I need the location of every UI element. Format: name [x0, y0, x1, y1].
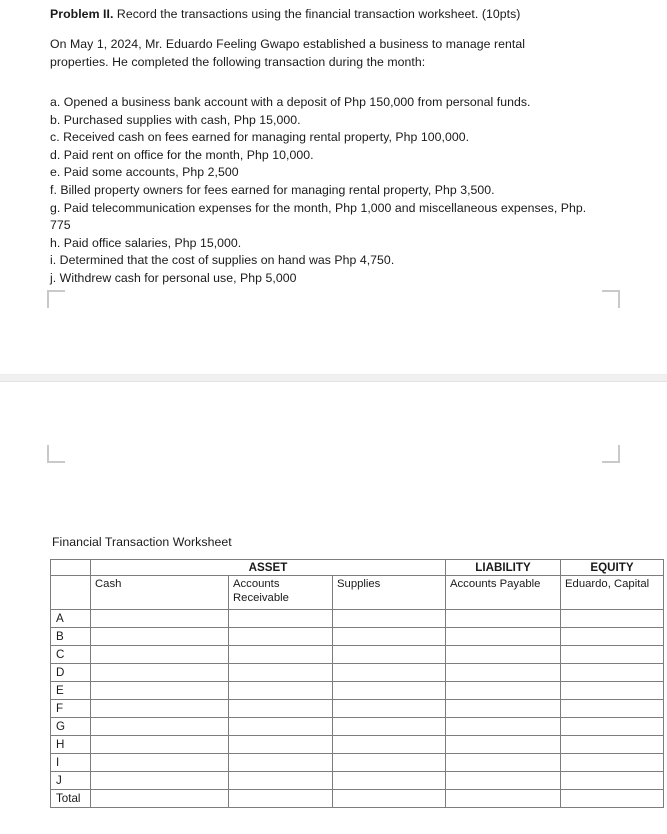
cell-cash[interactable]: [91, 646, 229, 664]
cell-eduardo-capital[interactable]: [561, 718, 664, 736]
list-item: h. Paid office salaries, Php 15,000.: [50, 235, 242, 250]
cell-eduardo-capital[interactable]: [561, 646, 664, 664]
cell-eduardo-capital[interactable]: [561, 682, 664, 700]
cell-cash[interactable]: [91, 736, 229, 754]
cell-accounts-payable[interactable]: [446, 736, 561, 754]
cell-accounts-receivable[interactable]: [229, 700, 333, 718]
cell-eduardo-capital[interactable]: [561, 736, 664, 754]
cell-cash[interactable]: [91, 610, 229, 628]
row-label: D: [51, 664, 91, 682]
problem-heading: [50, 6, 650, 22]
cell-accounts-receivable[interactable]: [229, 664, 333, 682]
row-label-total: Total: [51, 790, 91, 808]
cell-eduardo-capital[interactable]: [561, 754, 664, 772]
group-header-asset: ASSET: [91, 560, 446, 576]
crop-mark-top-right-icon: [602, 290, 620, 308]
list-item: i. Determined that the cost of supplies on hand was Php 4,750.: [50, 253, 395, 268]
cell-cash[interactable]: [91, 682, 229, 700]
cell-supplies-total[interactable]: [333, 790, 446, 808]
cell-eduardo-capital[interactable]: [561, 700, 664, 718]
cell-supplies[interactable]: [333, 664, 446, 682]
crop-mark-top-left-icon: [47, 290, 65, 308]
list-item: j. Withdrew cash for personal use, Php 5,000: [50, 270, 297, 285]
table-row: [51, 754, 664, 772]
transaction-list: [50, 94, 595, 288]
crop-mark-bottom-left-icon: [47, 445, 65, 463]
cell-supplies[interactable]: [333, 682, 446, 700]
crop-mark-bottom-right-icon: [602, 445, 620, 463]
list-item: f. Billed property owners for fees earned for managing rental property, Php 3,500.: [50, 182, 495, 197]
problem-label: Problem II.: [50, 7, 114, 21]
cell-accounts-receivable-total[interactable]: [229, 790, 333, 808]
list-item: c. Received cash on fees earned for managing rental property, Php 100,000.: [50, 130, 470, 145]
cell-accounts-receivable[interactable]: [229, 736, 333, 754]
cell-cash[interactable]: [91, 664, 229, 682]
column-header-eduardo-capital: Eduardo, Capital: [561, 576, 664, 610]
worksheet-group-header-row: [51, 560, 664, 576]
group-header-liability: LIABILITY: [446, 560, 561, 576]
table-row: [51, 682, 664, 700]
cell-eduardo-capital[interactable]: [561, 610, 664, 628]
problem-instruction: Record the transactions using the financial transaction worksheet. (10pts): [113, 7, 521, 21]
cell-supplies[interactable]: [333, 718, 446, 736]
cell-supplies[interactable]: [333, 772, 446, 790]
cell-accounts-payable[interactable]: [446, 754, 561, 772]
cell-accounts-receivable[interactable]: [229, 628, 333, 646]
table-row: [51, 772, 664, 790]
cell-accounts-payable[interactable]: [446, 610, 561, 628]
list-item: g. Paid telecommunication expenses for the month, Php 1,000 and miscellaneous expenses, Php. 775: [50, 200, 587, 233]
cell-accounts-receivable[interactable]: [229, 754, 333, 772]
column-header-accounts-receivable: Accounts Receivable: [229, 576, 333, 610]
column-header-supplies: Supplies: [333, 576, 446, 610]
table-row: [51, 718, 664, 736]
row-label: J: [51, 772, 91, 790]
intro-paragraph: On May 1, 2024, Mr. Eduardo Feeling Gwapo established a business to manage rental properties. He completed the following transaction during the month:: [50, 37, 526, 69]
table-row: [51, 664, 664, 682]
row-label: G: [51, 718, 91, 736]
row-label: I: [51, 754, 91, 772]
cell-supplies[interactable]: [333, 628, 446, 646]
financial-transaction-worksheet: [50, 559, 664, 808]
cell-cash[interactable]: [91, 718, 229, 736]
cell-accounts-receivable[interactable]: [229, 646, 333, 664]
cell-accounts-payable-total[interactable]: [446, 790, 561, 808]
worksheet-caption: Financial Transaction Worksheet: [52, 535, 232, 549]
cell-supplies[interactable]: [333, 754, 446, 772]
cell-accounts-payable[interactable]: [446, 772, 561, 790]
row-label: E: [51, 682, 91, 700]
cell-supplies[interactable]: [333, 610, 446, 628]
page-separator: [0, 374, 667, 382]
list-item: e. Paid some accounts, Php 2,500: [50, 165, 239, 180]
column-header-accounts-payable: Accounts Payable: [446, 576, 561, 610]
list-item: a. Opened a business bank account with a deposit of Php 150,000 from personal funds.: [50, 95, 531, 109]
cell-cash[interactable]: [91, 754, 229, 772]
cell-eduardo-capital[interactable]: [561, 664, 664, 682]
cell-eduardo-capital[interactable]: [561, 628, 664, 646]
row-label: A: [51, 610, 91, 628]
worksheet-column-header-row: [51, 576, 664, 610]
cell-accounts-receivable[interactable]: [229, 772, 333, 790]
cell-accounts-payable[interactable]: [446, 718, 561, 736]
worksheet-body: [51, 610, 664, 808]
cell-accounts-payable[interactable]: [446, 646, 561, 664]
group-header-equity: EQUITY: [561, 560, 664, 576]
cell-accounts-payable[interactable]: [446, 628, 561, 646]
row-label: F: [51, 700, 91, 718]
cell-cash[interactable]: [91, 700, 229, 718]
row-label: C: [51, 646, 91, 664]
table-row: [51, 610, 664, 628]
table-row: [51, 628, 664, 646]
cell-accounts-receivable[interactable]: [229, 682, 333, 700]
cell-accounts-payable[interactable]: [446, 664, 561, 682]
list-item: b. Purchased supplies with cash, Php 15,000.: [50, 112, 301, 127]
cell-supplies[interactable]: [333, 646, 446, 664]
cell-cash[interactable]: [91, 628, 229, 646]
row-label: H: [51, 736, 91, 754]
worksheet-corner-cell: [51, 560, 91, 576]
cell-accounts-payable[interactable]: [446, 700, 561, 718]
column-header-blank: [51, 576, 91, 610]
cell-cash-total[interactable]: [91, 790, 229, 808]
cell-cash[interactable]: [91, 772, 229, 790]
cell-accounts-receivable[interactable]: [229, 718, 333, 736]
cell-supplies[interactable]: [333, 736, 446, 754]
cell-eduardo-capital[interactable]: [561, 772, 664, 790]
cell-accounts-payable[interactable]: [446, 682, 561, 700]
table-row: [51, 736, 664, 754]
table-row: [51, 646, 664, 664]
cell-accounts-receivable[interactable]: [229, 610, 333, 628]
list-item: d. Paid rent on office for the month, Php 10,000.: [50, 147, 314, 162]
table-row: [51, 700, 664, 718]
row-label: B: [51, 628, 91, 646]
column-header-cash: Cash: [91, 576, 229, 610]
cell-eduardo-capital-total[interactable]: [561, 790, 664, 808]
table-row-total: [51, 790, 664, 808]
cell-supplies[interactable]: [333, 700, 446, 718]
